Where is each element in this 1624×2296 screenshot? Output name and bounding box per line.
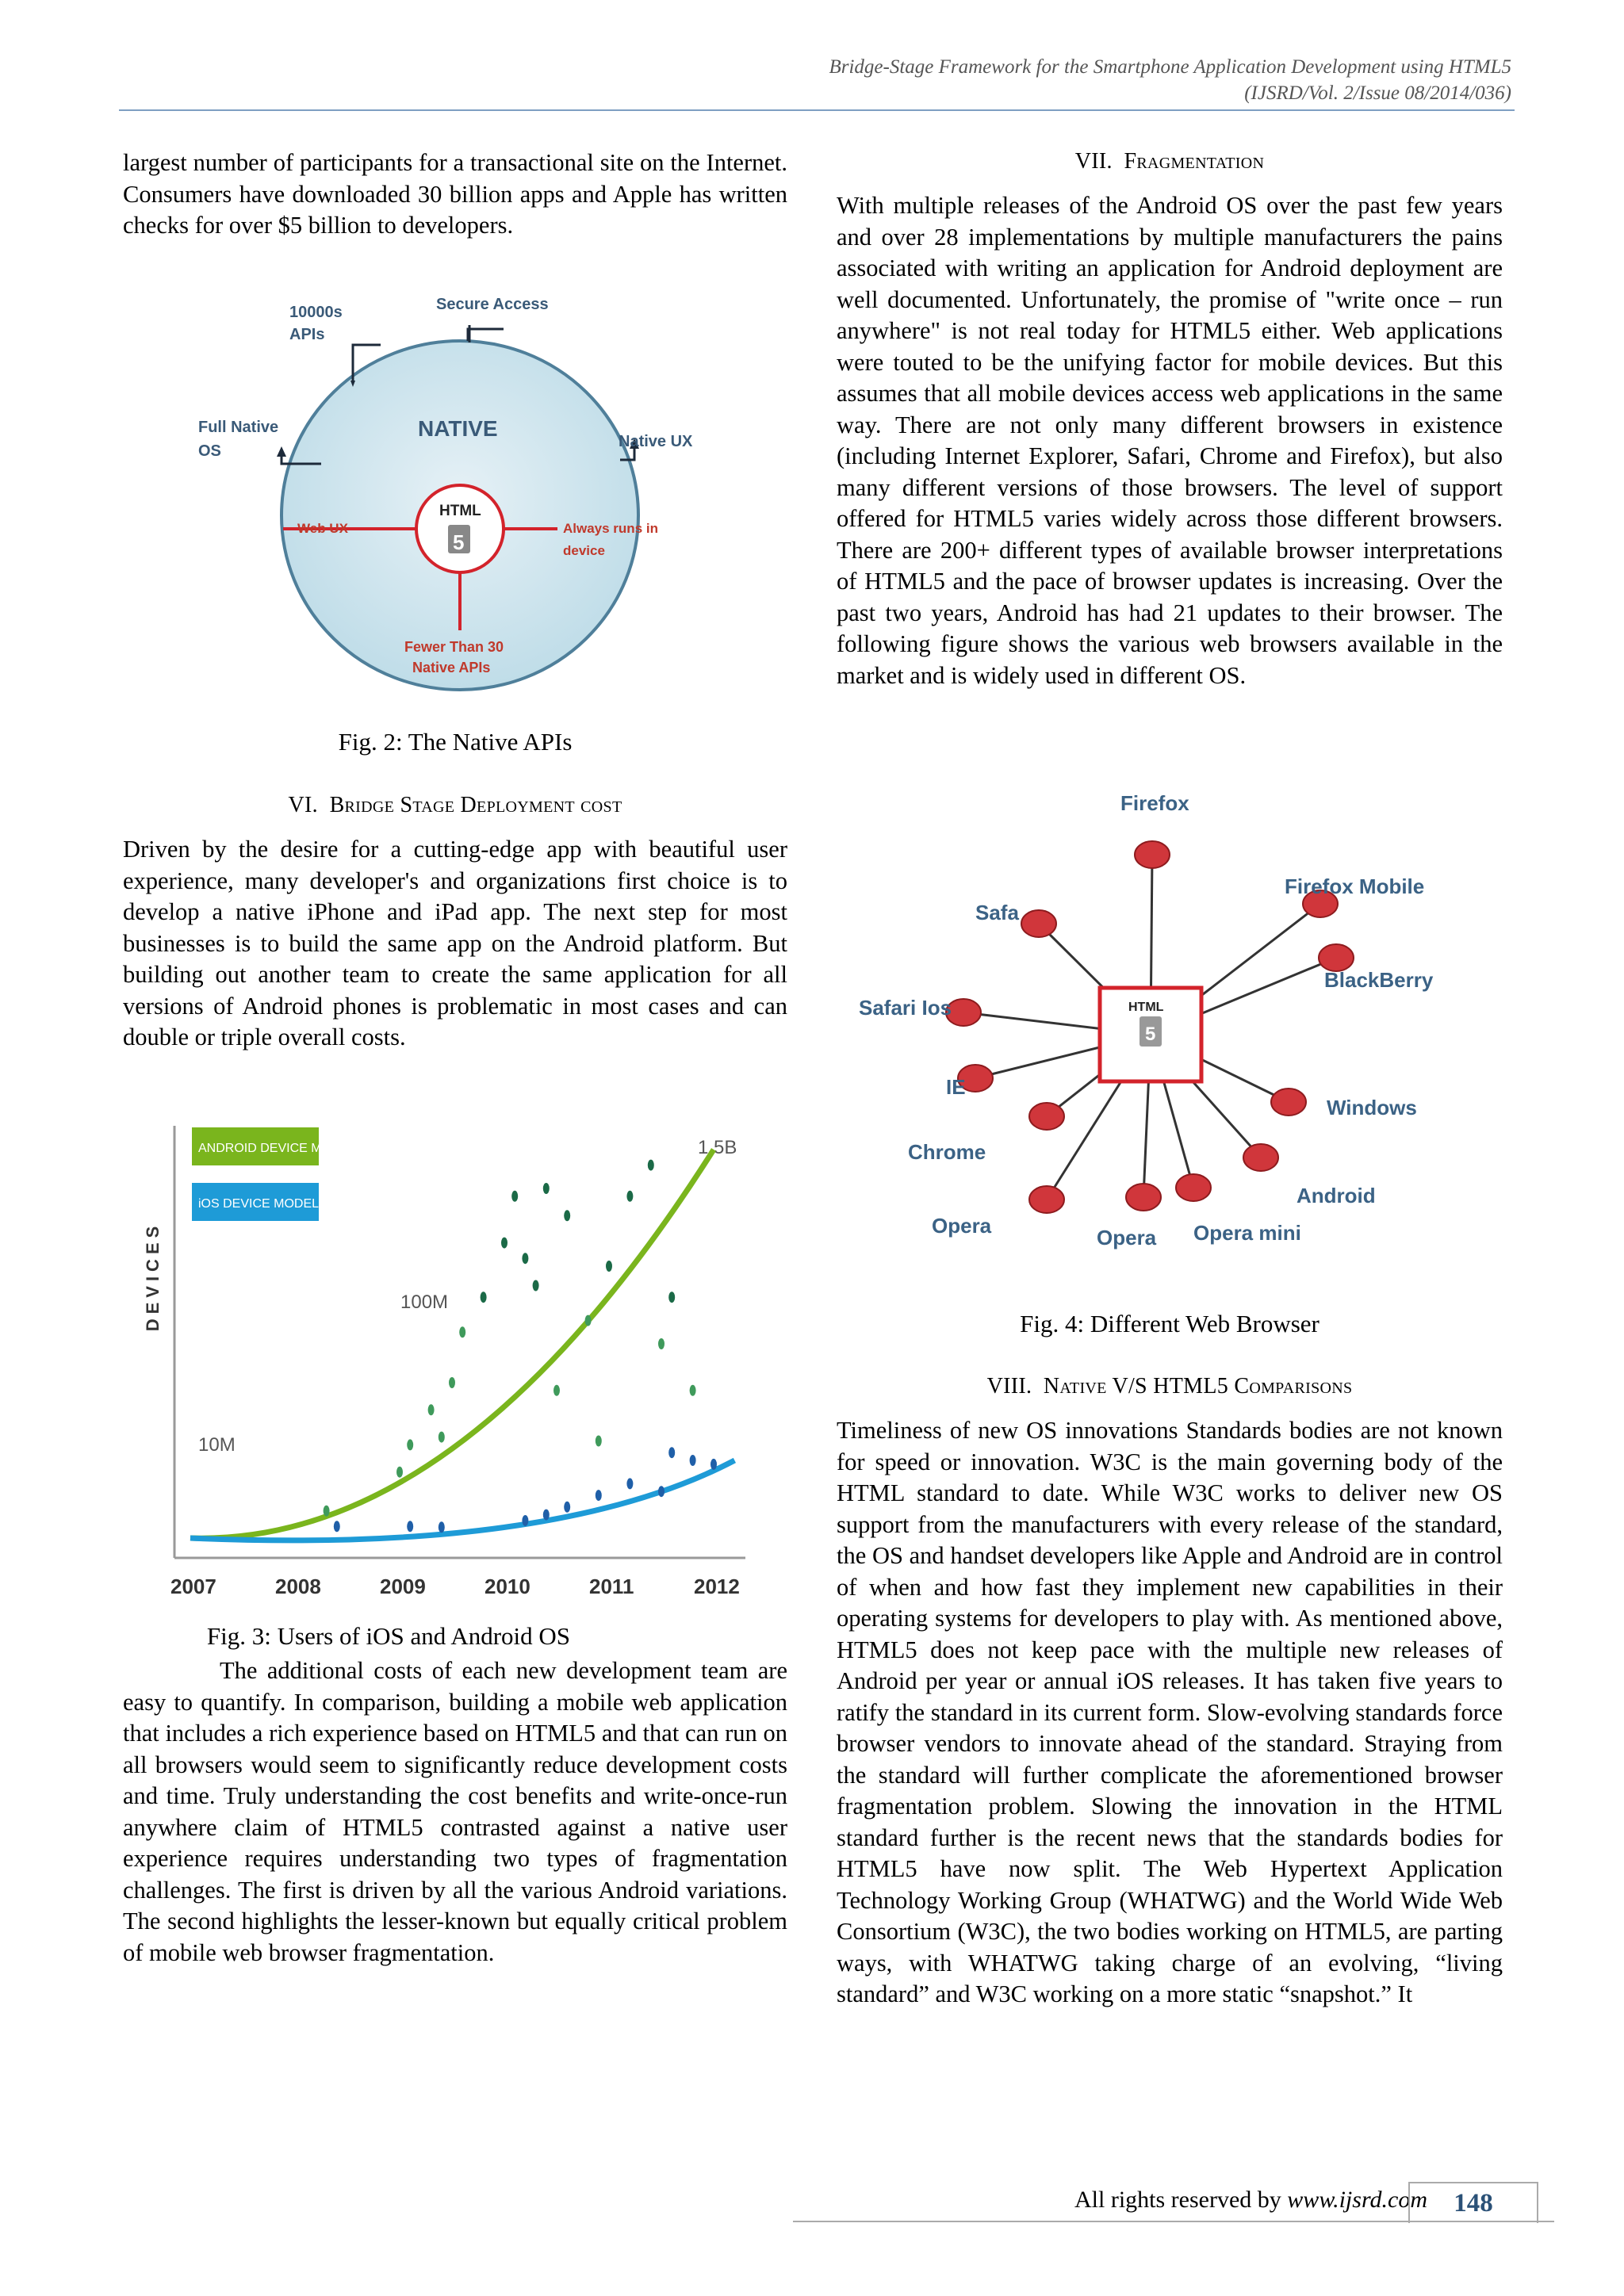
x-tick-label: 2007 bbox=[170, 1575, 216, 1598]
browser-label: Safari Ios bbox=[859, 996, 952, 1020]
label-full-native-1: Full Native bbox=[198, 419, 279, 436]
fig2-caption: Fig. 2: The Native APIs bbox=[338, 728, 573, 756]
page-number: 148 bbox=[1408, 2182, 1538, 2223]
footer bbox=[793, 2182, 1554, 2223]
browser-label: Opera mini bbox=[1193, 1221, 1301, 1245]
figure-web-browsers bbox=[845, 785, 1463, 1269]
running-header-title: Bridge-Stage Framework for the Smartphone Application Development using HTML5 bbox=[829, 56, 1511, 78]
android-data-point bbox=[606, 1261, 612, 1272]
ios-data-point bbox=[596, 1490, 602, 1501]
browser-node bbox=[1176, 1174, 1211, 1201]
android-data-point bbox=[553, 1385, 560, 1396]
ios-data-point bbox=[334, 1521, 340, 1532]
browser-label: Opera bbox=[932, 1214, 992, 1238]
section-8-title: Native V/S HTML5 Comparisons bbox=[1043, 1374, 1353, 1399]
browser-label: Safa bbox=[975, 901, 1019, 924]
arrow-secure bbox=[468, 329, 504, 341]
label-five: 5 bbox=[453, 530, 465, 554]
section-6-heading bbox=[123, 793, 787, 818]
section-7-number: VII. bbox=[1074, 149, 1113, 174]
label-web-ux: Web UX bbox=[297, 521, 348, 536]
android-data-point bbox=[407, 1439, 413, 1450]
android-data-point bbox=[533, 1280, 539, 1292]
android-data-point bbox=[585, 1315, 592, 1326]
ios-data-point bbox=[564, 1502, 570, 1513]
android-data-point bbox=[459, 1326, 465, 1337]
html5-box-five: 5 bbox=[1145, 1024, 1156, 1045]
section-7-heading bbox=[837, 149, 1503, 174]
browser-node bbox=[1021, 910, 1056, 937]
section-7-paragraph: With multiple releases of the Android OS over the past few years and over 28 implementations by multiple manufacturers the pains associated with writing an application for Android deployment are well documented. Unfortunately, the promise of "write once – run anywhere" is not real today for HTML5 either. Web applications were touted to be the unifying factor for mobile devices. But this assumes that all mobile devices access web applications in the same way. There are not only many different browsers in existence (including Internet Explorer, Safari, Chrome and Firefox), but also many different versions of those browsers. The level of support offered for HTML5 varies widely across those different browsers. There are 200+ different types of available browser interpretations of HTML5 and the pace of browser updates is increasing. Over the past two years, Android has had 21 updates to their browser. The following figure shows the various web browsers available in the market and is widely used in different OS. bbox=[837, 192, 1503, 689]
label-html: HTML bbox=[439, 503, 481, 519]
footer-rule bbox=[793, 2221, 1554, 2222]
browser-node bbox=[1029, 1186, 1064, 1213]
section-7-title: Fragmentation bbox=[1124, 149, 1265, 174]
html5-box-label: HTML bbox=[1128, 1001, 1164, 1014]
legend-ios-label: iOS DEVICE MODELS bbox=[198, 1197, 327, 1211]
fig4-caption: Fig. 4: Different Web Browser bbox=[1020, 1310, 1320, 1337]
ios-trend-line bbox=[190, 1460, 734, 1540]
android-data-point bbox=[428, 1404, 435, 1415]
left-intro-paragraph: largest number of participants for a transactional site on the Internet. Consumers have downloaded 30 billion apps and Apple has written checks for over $5 billion to developers. bbox=[123, 149, 787, 239]
android-data-point bbox=[690, 1385, 696, 1396]
section-8-number: VIII. bbox=[986, 1374, 1032, 1399]
label-secure: Secure Access bbox=[436, 296, 549, 313]
section-6-paragraph: Driven by the desire for a cutting-edge app with beautiful user experience, many developer's and organizations first choice is to develop a native iPhone and iPad app. The next step for most businesses is to build the same app on the Android platform. But building out another team to create the same application for all versions of Android phones is problematic in most cases and can double or triple overall costs. bbox=[123, 836, 787, 1050]
android-data-point bbox=[564, 1210, 570, 1221]
section-6-number: VI. bbox=[288, 793, 318, 817]
android-data-point bbox=[658, 1338, 665, 1349]
annotation-100m: 100M bbox=[400, 1292, 449, 1313]
label-fewer-1: Fewer Than 30 bbox=[404, 639, 504, 655]
ios-data-point bbox=[690, 1455, 696, 1466]
android-data-point bbox=[543, 1183, 550, 1194]
android-data-point bbox=[324, 1506, 330, 1517]
figure-native-apis bbox=[194, 285, 726, 714]
android-data-point bbox=[668, 1292, 675, 1303]
annotation-10m: 10M bbox=[198, 1434, 236, 1456]
x-tick-label: 2009 bbox=[380, 1575, 426, 1598]
browser-label: Android bbox=[1297, 1184, 1376, 1207]
android-data-point bbox=[439, 1432, 445, 1443]
label-always-2: device bbox=[563, 543, 605, 558]
ios-data-point bbox=[543, 1510, 550, 1521]
ios-data-point bbox=[710, 1459, 717, 1470]
label-fewer-2: Native APIs bbox=[412, 660, 491, 675]
browser-label: IE bbox=[946, 1075, 966, 1099]
ios-data-point bbox=[658, 1486, 665, 1497]
android-data-point bbox=[522, 1253, 528, 1264]
label-apis-2: APIs bbox=[289, 326, 325, 343]
label-full-native-2: OS bbox=[198, 442, 221, 460]
browser-label: Opera bbox=[1097, 1226, 1157, 1249]
browser-node bbox=[1271, 1089, 1306, 1115]
x-tick-label: 2008 bbox=[275, 1575, 321, 1598]
browser-node bbox=[1319, 944, 1354, 971]
section-6-title: Bridge Stage Deployment cost bbox=[329, 793, 622, 817]
x-tick-label: 2012 bbox=[694, 1575, 740, 1598]
ios-data-point bbox=[439, 1521, 445, 1533]
android-data-point bbox=[626, 1191, 633, 1202]
android-data-point bbox=[648, 1160, 654, 1171]
annotation-1-5b: 1.5B bbox=[698, 1137, 737, 1158]
x-tick-label: 2010 bbox=[485, 1575, 530, 1598]
android-data-point bbox=[596, 1436, 602, 1447]
android-data-point bbox=[481, 1292, 487, 1303]
ios-data-point bbox=[626, 1478, 633, 1489]
browser-node bbox=[1243, 1144, 1278, 1171]
label-native: NATIVE bbox=[418, 416, 498, 441]
footer-rights: All rights reserved by www.ijsrd.com bbox=[1074, 2187, 1427, 2213]
figure-device-growth-chart bbox=[135, 1118, 753, 1601]
label-always-1: Always runs in bbox=[563, 521, 658, 536]
browser-node bbox=[1126, 1184, 1161, 1211]
label-apis-1: 10000s bbox=[289, 304, 343, 321]
browser-label: Windows bbox=[1327, 1096, 1417, 1119]
browser-node bbox=[1029, 1103, 1064, 1130]
browser-label: Chrome bbox=[908, 1140, 986, 1164]
section-8-paragraph: Timeliness of new OS innovations Standards bodies are not known for speed or innovation. W3C is the main governing body of the HTML standard to date. While W3C works to deliver new OS support from the manufacturers with every release of the standard, the OS and handset developers like Apple and Android are in control of when and how fast they implement new capabilities in their operating systems for developers to play with. As mentioned above, HTML5 does not keep pace with the multiple new releases of Android per year or annual iOS releases. It has taken five years to ratify the standard in its current form. Slow-evolving standards force browser vendors to innovate ahead of the standard. Straying from the standard will further complicate the aforementioned browser fragmentation problem. Slowing the innovation in the HTML standard further is the recent news that the standards bodies for HTML5 have now split. The Web Hypertext Application Technology Working Group (WHATWG) and the World Wide Web Consortium (W3C), the two bodies working on HTML5, are parting ways, with WHATWG taking charge of an evolving, “living standard” and W3C working on a more static “snapshot.” It bbox=[837, 1417, 1503, 2007]
header-rule bbox=[119, 109, 1515, 111]
browser-node bbox=[1135, 841, 1170, 868]
ios-data-point bbox=[522, 1515, 528, 1526]
running-header bbox=[829, 54, 1511, 106]
section-8-heading bbox=[837, 1374, 1503, 1399]
costs-paragraph: The additional costs of each new development team are easy to quantify. In comparison, building a mobile web application that includes a rich experience based on HTML5 and that can run on all browsers would seem to significantly reduce development costs and time. Truly understanding the cost benefits and write-once-run anywhere claim of HTML5 contrasted against a native user experience requires understanding two types of fragmentation challenges. The first is driven by all the various Android variations. The second highlights the lesser-known but equally critical problem of mobile web browser fragmentation. bbox=[123, 1657, 787, 1966]
android-data-point bbox=[511, 1191, 518, 1202]
fig3-caption: Fig. 3: Users of iOS and Android OS bbox=[206, 1622, 571, 1650]
android-data-point bbox=[501, 1238, 508, 1249]
browser-label: Firefox bbox=[1120, 791, 1189, 815]
chart-y-axis-label: DEVICES bbox=[143, 1221, 163, 1332]
android-data-point bbox=[449, 1377, 455, 1388]
ios-data-point bbox=[668, 1447, 675, 1458]
label-native-ux: Native UX bbox=[619, 433, 693, 450]
running-header-issue: (IJSRD/Vol. 2/Issue 08/2014/036) bbox=[1244, 82, 1511, 104]
footer-site-link[interactable]: www.ijsrd.com bbox=[1287, 2187, 1427, 2213]
legend-android-label: ANDROID DEVICE MODELS bbox=[198, 1142, 365, 1155]
browser-label: BlackBerry bbox=[1324, 968, 1434, 992]
android-data-point bbox=[396, 1467, 403, 1478]
browser-label: Firefox Mobile bbox=[1285, 874, 1425, 898]
x-tick-label: 2011 bbox=[589, 1575, 634, 1598]
ios-data-point bbox=[407, 1521, 413, 1532]
